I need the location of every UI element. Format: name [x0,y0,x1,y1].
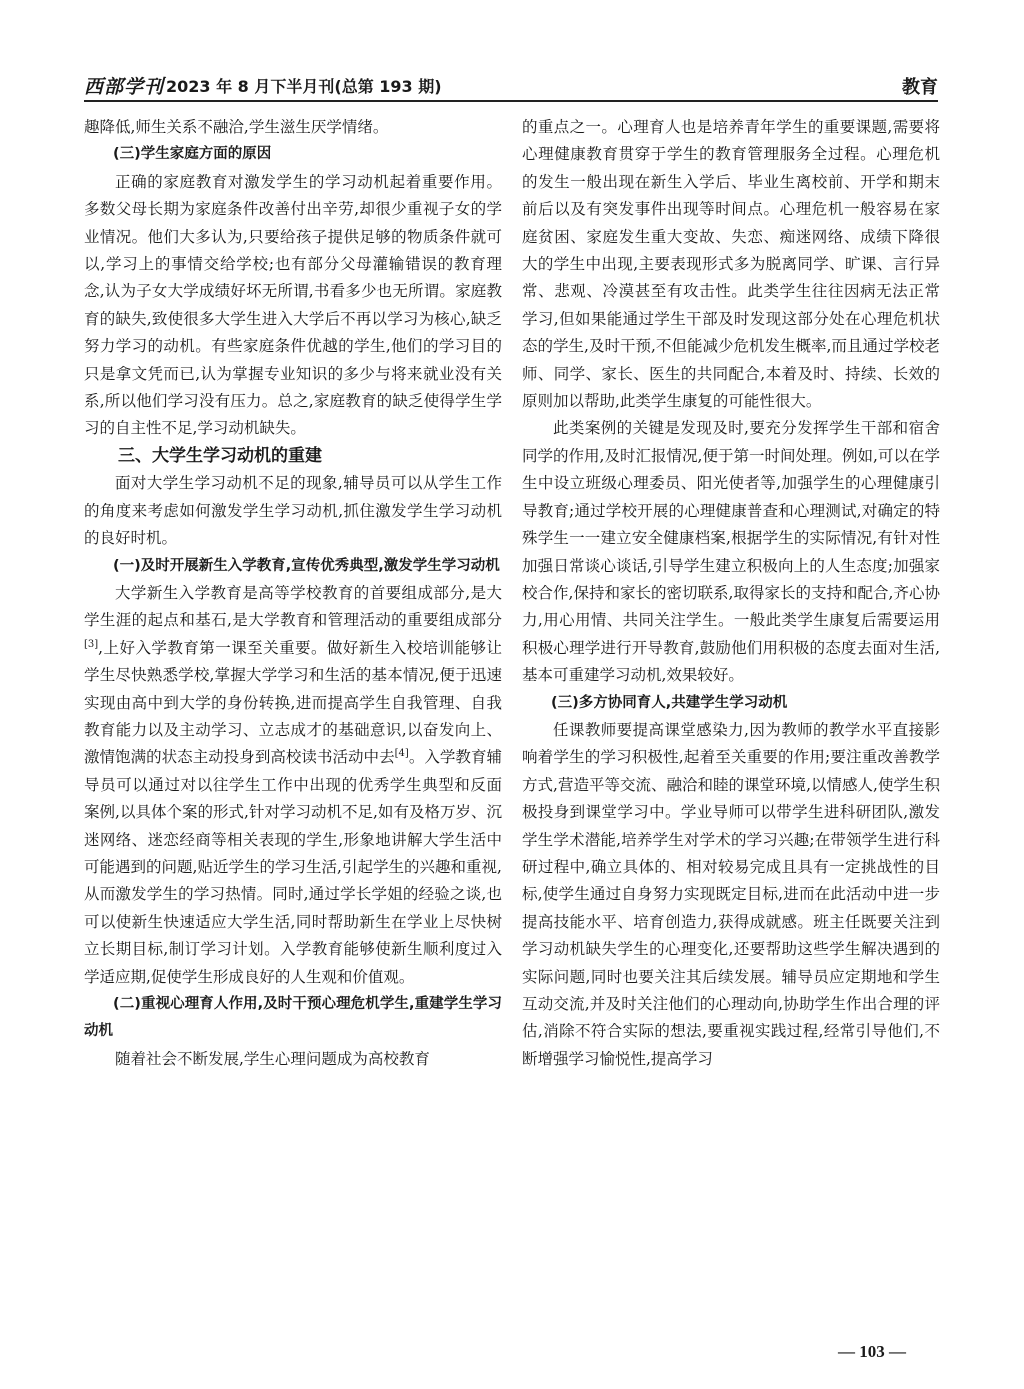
subsection-heading: (三)多方协同育人,共建学生学习动机 [551,694,788,711]
paragraph: 正确的家庭教育对激发学生的学习动机起着重要作用。多数父母长期为家庭条件改善付出辛劳,却很少重视子女的学业情况。他们大多认为,只要给孩子提供足够的物质条件就可以,学习上的事情交给学校;也有部分父母灌输错误的教育理念,认为子女大学成绩好坏无所谓,书看多少也无所谓。家庭教育的缺失,致使很多大学生进入大学后不再以学习为核心,缺乏努力学习的动机。有些家庭条件优越的学生,他们的学习目的只是拿文凭而已,认为掌握专业知识的多少与将来就业没有关系,所以他们学习没有压力。总之,家庭教育的缺乏使得学生学习的自主性不足,学习动机缺失。 [84,172,502,438]
paragraph: 任课教师要提高课堂感染力,因为教师的教学水平直接影响着学生的学习积极性,起着至关重要的作用;要注重改善教学方式,营造平等交流、融洽和睦的课堂环境,以情感人,使学生积极投身到课堂学习中。学业导师可以带学生进科研团队,激发学生学术潜能,培养学生对学术的学习兴趣;在带领学生进行科研过程中,确立具体的、相对较易完成且具有一定挑战性的目标,使学生通过自身努力实现既定目标,进而在此活动中进一步提高技能水平、培育创造力,获得成就感。班主任既要关注到学习动机缺失学生的心理变化,还要帮助这些学生解决遇到的实际问题,同时也要关注其后续发展。辅导员应定期地和学生互动交流,并及时关注他们的心理动向,协助学生作出合理的评估,消除不符合实际的想法,要重视实践过程,经常引导他们,不断增强学习愉悦性,提高学习 [522,720,940,1068]
right-column [522,114,940,1073]
paragraph [84,580,502,991]
paragraph: 的重点之一。心理育人也是培养青年学生的重要课题,需要将心理健康教育贯穿于学生的教育管理服务全过程。心理危机的发生一般出现在新生入学后、毕业生离校前、开学和期末前后以及有突发事件出现等时间点。心理危机一般容易在家庭贫困、家庭发生重大变故、失恋、痴迷网络、成绩下降很大的学生中出现,主要表现形式多为脱离同学、旷课、言行异常、悲观、冷漠甚至有攻击性。此类学生往往因病无法正常学习,但如果能通过学生干部及时发现这部分处在心理危机状态的学生,及时干预,不但能减少危机发生概率,而且通过学校老师、同学、家长、医生的共同配合,本着及时、持续、长效的原则加以帮助,此类学生康复的可能性很大。 [522,118,940,411]
journal-logo: 西部学刊 [84,76,165,98]
citation: [3] [84,638,99,650]
text-run: 大学新生入学教育是高等学校教育的首要组成部分,是大学生涯的起点和基石,是大学教育和管理活动的重要组成部分 [84,583,502,630]
subsection-heading: (三)学生家庭方面的原因 [113,146,272,163]
subsection-heading: (一)及时开展新生入学教育,宣传优秀典型,激发学生学习动机 [113,557,500,574]
paragraph: 面对大学生学习动机不足的现象,辅导员可以从学生工作的角度来考虑如何激发学生学习动机,抓住激发学生学习动机的良好时机。 [84,474,502,548]
running-header [84,72,938,102]
left-column [84,114,502,1073]
citation: [4] [394,748,409,760]
page-number: — 103 — [838,1342,906,1361]
paragraph: 随着社会不断发展,学生心理问题成为高校教育 [115,1049,430,1068]
issue-info: 2023 年 8 月下半月刊(总第 193 期) [166,77,442,96]
paragraph: 趣降低,师生关系不融洽,学生滋生厌学情绪。 [84,118,389,136]
text-run: ,上好入学教育第一课至关重要。做好新生入校培训能够让学生尽快熟悉学校,掌握大学学习和生活的基本情况,便于迅速实现由高中到大学的身份转换,进而提高学生自我管理、自我教育能力以及主动学习、立志成才的基础意识,以奋发向上、激情饱满的状态主动投身到高校读书活动中去 [84,638,502,767]
section-heading: 三、大学生学习动机的重建 [118,445,322,466]
text-run: 。入学教育辅导员可以通过对以往学生工作中出现的优秀学生典型和反面案例,以具体个案的形式,针对学习动机不足,如有及格万岁、沉迷网络、迷恋经商等相关表现的学生,形象地讲解大学生活中可能遇到的问题,贴近学生的学习生活,引起学生的兴趣和重视,从而激发学生的学习热情。同时,通过学长学姐的经验之谈,也可以使新生快速适应大学生活,同时帮助新生在学业上尽快树立长期目标,制订学习计划。入学教育能够使新生顺利度过入学适应期,促使学生形成良好的人生观和价值观。 [84,748,502,986]
subsection-heading: (二)重视心理育人作用,及时干预心理危机学生,重建学生学习动机 [84,996,502,1040]
paragraph: 此类案例的关键是发现及时,要充分发挥学生干部和宿舍同学的作用,及时汇报情况,便于第一时间处理。例如,可以在学生中设立班级心理委员、阳光使者等,加强学生的心理健康引导教育;通过学校开展的心理健康普查和心理测试,对确定的特殊学生一一建立安全健康档案,根据学生的实际情况,有针对性加强日常谈心谈话,引导学生建立积极向上的人生态度;加强家校合作,保持和家长的密切联系,取得家长的支持和配合,齐心协力,用心用情、共同关注学生。一般此类学生康复后需要运用积极心理学进行开导教育,鼓励他们用积极的态度去面对生活,基本可重建学习动机,效果较好。 [522,419,940,685]
section-name: 教育 [902,77,938,98]
